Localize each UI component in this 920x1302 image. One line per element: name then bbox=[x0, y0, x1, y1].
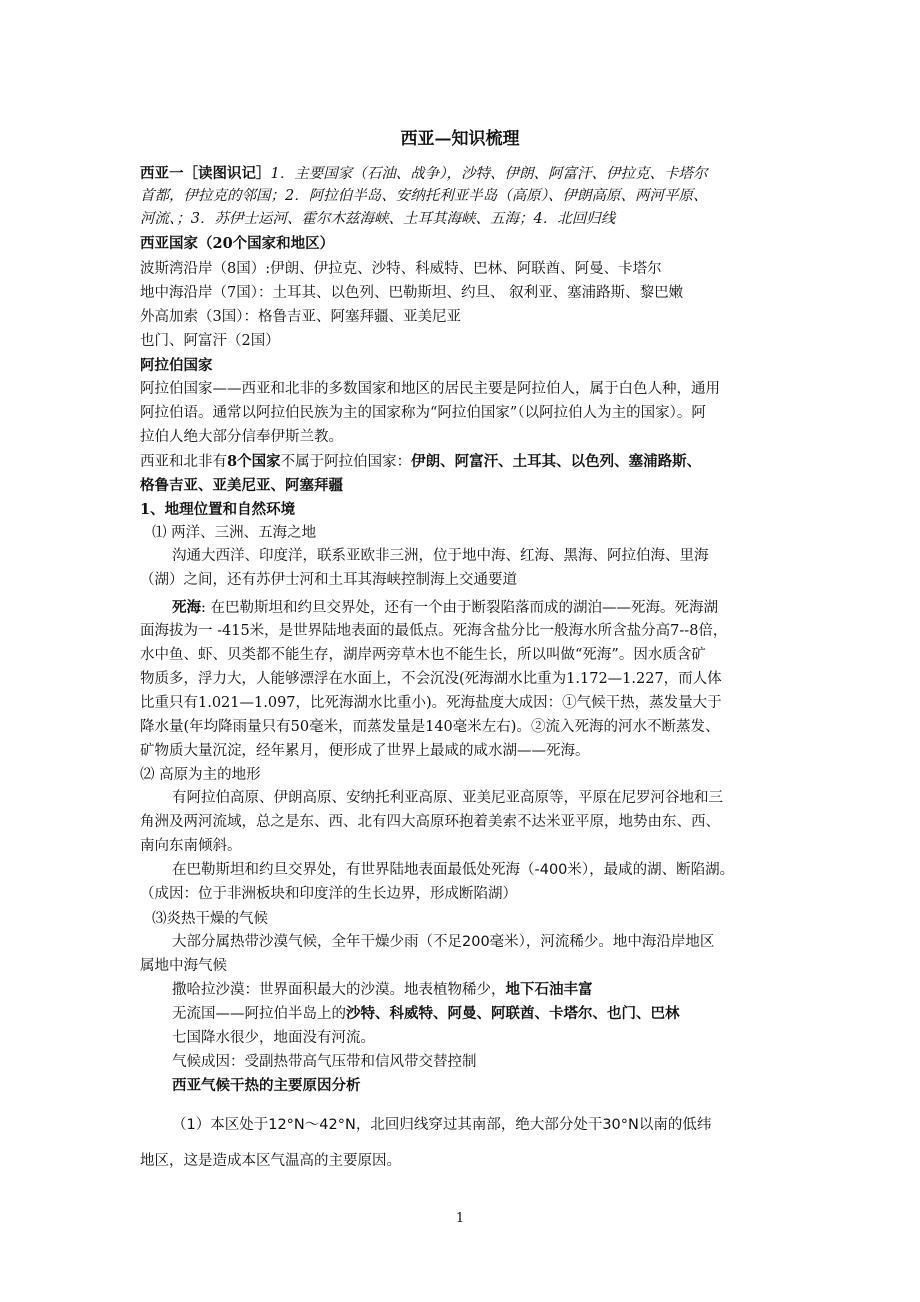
text-run: 波斯湾沿岸（8国）:伊朗、伊拉克、沙特、科威特、巴林、阿联酋、阿曼、卡塔尔 bbox=[140, 261, 662, 277]
text-line bbox=[140, 1151, 780, 1172]
text-line bbox=[140, 379, 780, 400]
text-line bbox=[140, 209, 780, 230]
text-line bbox=[140, 645, 780, 666]
text-run: 水中鱼、虾、贝类都不能生存，湖岸两旁草木也不能生长，所以叫做“死海”。因水质含矿 bbox=[140, 647, 706, 663]
text-line bbox=[140, 812, 780, 833]
text-run: 1．主要国家（石油、战争），沙特、伊朗、阿富汗、伊拉克、卡塔尔 bbox=[270, 166, 708, 182]
text-run: 气候成因：受副热带高气压带和信风带交替控制 bbox=[172, 1054, 477, 1070]
text-run: （1）本区处于12°N～42°N，北回归线穿过其南部，绝大部分处干30°N以南的低纬 bbox=[172, 1117, 712, 1133]
text-line bbox=[140, 1028, 812, 1049]
text-line bbox=[140, 1052, 812, 1073]
text-line bbox=[140, 860, 812, 881]
text-run: 西亚国家（20个国家和地区） bbox=[140, 235, 335, 252]
text-line bbox=[140, 956, 780, 977]
text-run: 1、地理位置和自然环境 bbox=[140, 501, 296, 518]
text-run: 比重只有1.021—1.097，比死海湖水比重小)。死海盐度大成因：①气候干热，蒸发量大于 bbox=[140, 695, 722, 711]
text-run: : 在巴勒斯坦和约旦交界处，还有一个由于断裂陷落而成的湖泊——死海。死海湖 bbox=[201, 600, 718, 616]
text-run: 8个国家 bbox=[227, 453, 281, 470]
text-line bbox=[140, 499, 780, 521]
text-line bbox=[140, 1115, 812, 1136]
text-run: 七国降水很少，地面没有河流。 bbox=[172, 1030, 375, 1046]
text-line bbox=[140, 163, 780, 185]
text-run: ⑴ 两洋、三洲、五海之地 bbox=[152, 525, 317, 541]
text-line bbox=[140, 331, 780, 352]
text-line bbox=[140, 765, 780, 786]
text-line bbox=[140, 884, 780, 905]
text-run: 西亚气候干热的主要原因分析 bbox=[172, 1078, 361, 1094]
text-line bbox=[140, 1076, 812, 1097]
text-line bbox=[140, 355, 780, 377]
text-run: 地区，这是造成本区气温高的主要原因。 bbox=[140, 1153, 401, 1169]
text-run: 西亚一［读图识记］ bbox=[140, 165, 271, 182]
text-run: （成因：位于非洲板块和印度洋的生长边界，形成断陷湖） bbox=[140, 886, 517, 902]
page-number: 1 bbox=[455, 1211, 465, 1226]
text-line bbox=[140, 836, 780, 857]
text-run: 属地中海气候 bbox=[140, 958, 227, 974]
text-line bbox=[140, 283, 780, 304]
text-line bbox=[140, 403, 780, 424]
text-line bbox=[140, 259, 780, 280]
text-line bbox=[140, 597, 812, 619]
text-line bbox=[140, 788, 812, 809]
text-run: 外高加索（3国）：格鲁吉亚、阿塞拜疆、亚美尼亚 bbox=[140, 309, 461, 325]
text-run: 沙特、科威特、阿曼、阿联酋、卡塔尔、也门、巴林 bbox=[346, 1006, 680, 1022]
text-run: 也门、阿富汗（2国） bbox=[140, 333, 280, 349]
text-run: 死海 bbox=[172, 599, 201, 616]
text-line bbox=[140, 621, 780, 642]
text-run: 有阿拉伯高原、伊朗高原、安纳托利亚高原、亚美尼亚高原等，平原在尼罗河谷地和三 bbox=[172, 790, 723, 806]
text-run: 降水量(年均降雨量只有50毫米，而蒸发量是140毫米左右)。②流入死海的河水不断蒸发、 bbox=[140, 719, 720, 735]
text-line bbox=[140, 1004, 812, 1025]
text-line bbox=[140, 932, 812, 953]
text-run: 物质多，浮力大，人能够漂浮在水面上，不会沉没(死海湖水比重为1.172—1.227，而人体 bbox=[140, 671, 722, 687]
text-run: 无流国——阿拉伯半岛上的 bbox=[172, 1006, 346, 1022]
text-line bbox=[140, 669, 780, 690]
text-line bbox=[140, 427, 780, 448]
text-run: 面海拔为一 -415米，是世界陆地表面的最低点。死海含盐分比一般海水所含盐分高7--8倍， bbox=[140, 623, 728, 639]
text-line bbox=[140, 909, 792, 930]
text-run: （湖）之间，还有苏伊士河和土耳其海峡控制海上交通要道 bbox=[140, 572, 517, 588]
text-run: ⑵ 高原为主的地形 bbox=[140, 767, 261, 783]
text-line bbox=[140, 186, 780, 207]
text-run: 不属于阿拉伯国家： bbox=[280, 454, 412, 470]
text-run: 拉伯人绝大部分信奉伊斯兰教。 bbox=[140, 429, 343, 445]
text-run: 地下石油丰富 bbox=[505, 982, 593, 998]
text-run: 在巴勒斯坦和约旦交界处，有世界陆地表面最低处死海（-400米），最咸的湖、断陷湖。 bbox=[172, 862, 735, 878]
text-line bbox=[140, 693, 780, 714]
text-line bbox=[140, 570, 780, 591]
text-run: 大部分属热带沙漠气候，全年干燥少雨（不足200毫米），河流稀少。地中海沿岸地区 bbox=[172, 934, 715, 950]
text-line bbox=[140, 717, 780, 738]
text-line bbox=[140, 307, 780, 328]
text-run: 西亚和北非有 bbox=[140, 454, 227, 470]
text-run: 格鲁吉亚、亚美尼亚、阿塞拜疆 bbox=[140, 477, 343, 494]
text-run: 沟通大西洋、印度洋，联系亚欧非三洲，位于地中海、红海、黑海、阿拉伯海、里海 bbox=[172, 548, 709, 564]
text-line bbox=[140, 233, 780, 255]
text-line bbox=[140, 523, 792, 544]
text-run: 伊朗、阿富汗、土耳其、以色列、塞浦路斯、 bbox=[411, 453, 702, 470]
text-line bbox=[140, 475, 780, 497]
text-run: 南向东南倾斜。 bbox=[140, 838, 242, 854]
text-run: 撒哈拉沙漠：世界面积最大的沙漠。地表植物稀少， bbox=[172, 982, 506, 998]
text-run: 阿拉伯国家 bbox=[140, 357, 213, 374]
text-run: 河流、；3．苏伊士运河、霍尔木兹海峡、土耳其海峡、五海；4．北回归线 bbox=[140, 211, 616, 227]
text-run: 角洲及两河流域，总之是东、西、北有四大高原环抱着美索不达米亚平原，地势由东、西、 bbox=[140, 814, 720, 830]
text-line bbox=[140, 451, 780, 473]
text-line bbox=[140, 741, 780, 762]
page-title: 西亚—知识梳理 bbox=[400, 129, 520, 149]
text-run: 阿拉伯语。通常以阿拉伯民族为主的国家称为“阿拉伯国家”（以阿拉伯人为主的国家）。阿 bbox=[140, 405, 706, 421]
text-line bbox=[140, 980, 812, 1001]
text-run: ⑶炎热干燥的气候 bbox=[152, 911, 268, 927]
text-line bbox=[140, 546, 812, 567]
text-run: 阿拉伯国家——西亚和北非的多数国家和地区的居民主要是阿拉伯人，属于白色人种，通用 bbox=[140, 381, 720, 397]
text-run: 地中海沿岸（7国）：土耳其、以色列、巴勒斯坦、约旦、 叙利亚、塞浦路斯、黎巴嫩 bbox=[140, 285, 684, 301]
text-run: 首都，伊拉克的邻国；2．阿拉伯半岛、安纳托利亚半岛（高原）、伊朗高原、两河平原、 bbox=[140, 188, 708, 204]
text-run: 矿物质大量沉淀，经年累月，便形成了世界上最咸的咸水湖——死海。 bbox=[140, 743, 590, 759]
